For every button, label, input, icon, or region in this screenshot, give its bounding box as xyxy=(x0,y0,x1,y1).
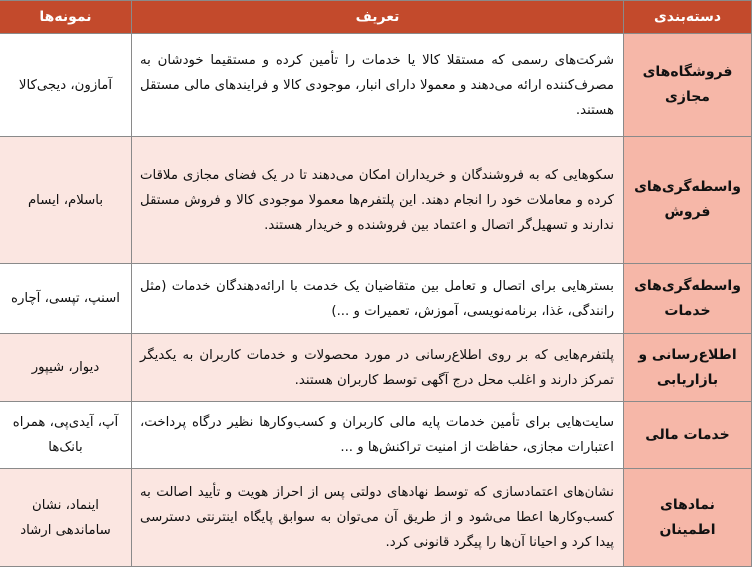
table-row xyxy=(0,264,752,334)
table-row xyxy=(0,402,752,469)
header-category: دسته‌بندی xyxy=(624,1,752,34)
examples-cell: آپ، آیدی‌پی، همراه بانک‌ها xyxy=(0,402,132,469)
table-row xyxy=(0,137,752,264)
definition-cell: شرکت‌های رسمی که مستقلا کالا یا خدمات را تأمین کرده و مستقیما خودشان به مصرف‌کننده ارائه می‌دهند و معمولا دارای انبار، موجودی کالا و فرایندهای مالی مستقل هستند. xyxy=(132,34,624,137)
examples-cell: آمازون، دیجی‌کالا xyxy=(0,34,132,137)
category-cell: خدمات مالی xyxy=(624,402,752,469)
definition-cell: سکوهایی که به فروشندگان و خریداران امکان می‌دهند تا در یک فضای مجازی ملاقات کرده و معاملات خود را انجام دهند. این پلتفرم‌ها معمولا موجودی کالا و فروش مستقل ندارند و تسهیل‌گر اتصال و اعتماد بین فروشنده و خریدار هستند. xyxy=(132,137,624,264)
category-cell: واسطه‌گری‌های فروش xyxy=(624,137,752,264)
examples-cell: دیوار، شیپور xyxy=(0,334,132,402)
table-row xyxy=(0,334,752,402)
table-row xyxy=(0,469,752,567)
table-row xyxy=(0,34,752,137)
definition-cell: سایت‌هایی برای تأمین خدمات پایه مالی کاربران و کسب‌وکارها نظیر درگاه پرداخت، اعتبارات مجازی، حفاظت از امنیت تراکنش‌ها و ... xyxy=(132,402,624,469)
category-cell: واسطه‌گری‌های خدمات xyxy=(624,264,752,334)
header-examples: نمونه‌ها xyxy=(0,1,132,34)
category-cell: اطلاع‌رسانی و بازاریابی xyxy=(624,334,752,402)
header-definition: تعریف xyxy=(132,1,624,34)
definition-cell: نشان‌های اعتمادسازی که توسط نهادهای دولتی پس از احراز هویت و تأیید اصالت به کسب‌وکارها اعطا می‌شود و از طریق آن می‌توان به سوابق پایگاه اینترنتی دسترسی پیدا کرد و احیانا آن‌ها را پیگرد قانونی کرد. xyxy=(132,469,624,567)
header-row xyxy=(0,1,752,34)
definition-cell: پلتفرم‌هایی که بر روی اطلاع‌رسانی در مورد محصولات و خدمات کاربران به یکدیگر تمرکز دارند و اغلب محل درج آگهی توسط کاربران هستند. xyxy=(132,334,624,402)
examples-cell: اسنپ، تپسی، آچاره xyxy=(0,264,132,334)
category-cell: فروشگاه‌های مجازی xyxy=(624,34,752,137)
category-cell: نمادهای اطمینان xyxy=(624,469,752,567)
examples-cell: اینماد، نشان ساماندهی ارشاد xyxy=(0,469,132,567)
examples-cell: باسلام، ایسام xyxy=(0,137,132,264)
definition-cell: بسترهایی برای اتصال و تعامل بین متقاضیان یک خدمت با ارائه‌دهندگان خدمات (مثل رانندگی، غذا، برنامه‌نویسی، آموزش، تعمیرات و ...) xyxy=(132,264,624,334)
